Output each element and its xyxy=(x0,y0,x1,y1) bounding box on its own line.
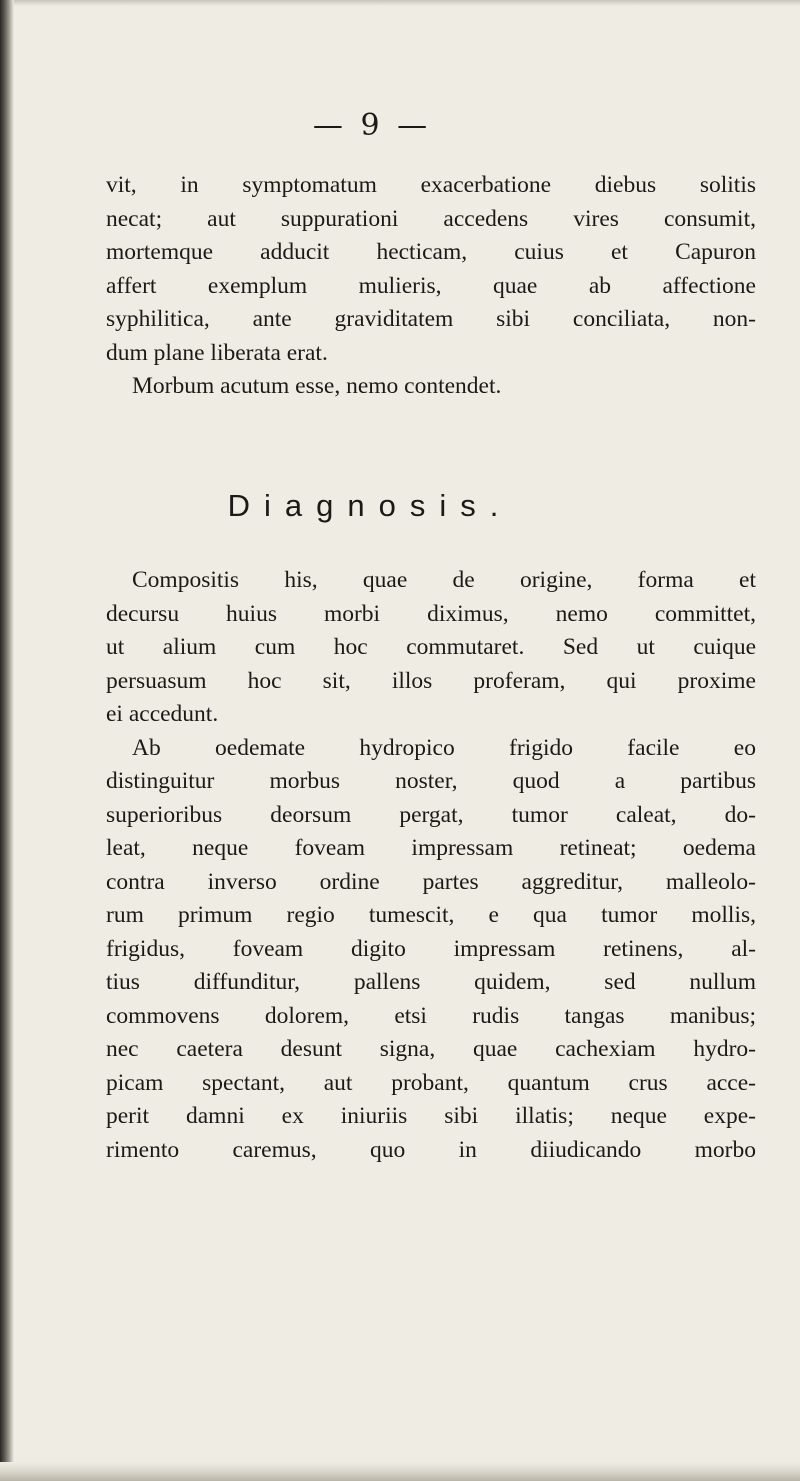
section-heading-diagnosis: Diagnosis. xyxy=(227,488,513,523)
paragraph-4-line: rum primum regio tumescit, e qua tumor mollis, xyxy=(106,902,756,928)
paragraph-3-line: ut alium cum hoc commutaret. Sed ut cuique xyxy=(106,634,756,660)
paragraph-4-line: rimento caremus, quo in diiudicando morbo xyxy=(106,1136,756,1163)
paragraph-1-line: mortemque adducit hecticam, cuius et Capuron xyxy=(106,239,756,265)
paragraph-1-line: affert exemplum mulieris, quae ab affectione xyxy=(106,272,756,299)
paragraph-4-line: Ab oedemate hydropico frigido facile eo xyxy=(132,734,756,761)
paragraph-3-line: Compositis his, quae de origine, forma et xyxy=(132,567,756,593)
text-block-diagnosis xyxy=(106,564,756,1167)
paragraph-4-line: perit damni ex iniuriis sibi illatis; neque expe- xyxy=(106,1103,756,1129)
book-binding-edge xyxy=(0,0,14,1481)
paragraph-1-line: syphilitica, ante graviditatem sibi conciliata, non- xyxy=(106,306,756,332)
page-bottom-edge xyxy=(0,1462,800,1481)
paragraph-1-line: dum plane liberata erat. xyxy=(106,339,328,366)
paragraph-4-line: frigidus, foveam digito impressam retinens, al- xyxy=(106,935,756,962)
paragraph-1-line: vit, in symptomatum exacerbatione diebus solitis xyxy=(106,172,756,198)
paragraph-4-line: picam spectant, aut probant, quantum crus acce- xyxy=(106,1069,756,1096)
paragraph-3-line: ei accedunt. xyxy=(106,701,219,727)
paragraph-3-line: persuasum hoc sit, illos proferam, qui proxime xyxy=(106,667,756,694)
page-top-edge xyxy=(0,0,800,6)
paragraph-4-line: commovens dolorem, etsi rudis tangas manibus; xyxy=(106,1002,756,1029)
text-block-top xyxy=(106,169,756,404)
paragraph-4-line: distinguitur morbus noster, quod a partibus xyxy=(106,768,756,794)
paragraph-3-line: decursu huius morbi diximus, nemo committet, xyxy=(106,600,756,627)
page-number: — 9 — xyxy=(312,108,432,143)
paragraph-4-line: tius diffunditur, pallens quidem, sed nullum xyxy=(106,969,756,995)
paragraph-4-line: superioribus deorsum pergat, tumor caleat, do- xyxy=(106,801,756,828)
paragraph-4-line: leat, neque foveam impressam retineat; oedema xyxy=(106,835,756,861)
paragraph-1-line: necat; aut suppurationi accedens vires consumit, xyxy=(106,205,756,232)
paragraph-2-line: Morbum acutum esse, nemo contendet. xyxy=(132,373,502,399)
paragraph-4-line: nec caetera desunt signa, quae cachexiam hydro- xyxy=(106,1036,756,1062)
paragraph-4-line: contra inverso ordine partes aggreditur, malleolo- xyxy=(106,868,756,895)
